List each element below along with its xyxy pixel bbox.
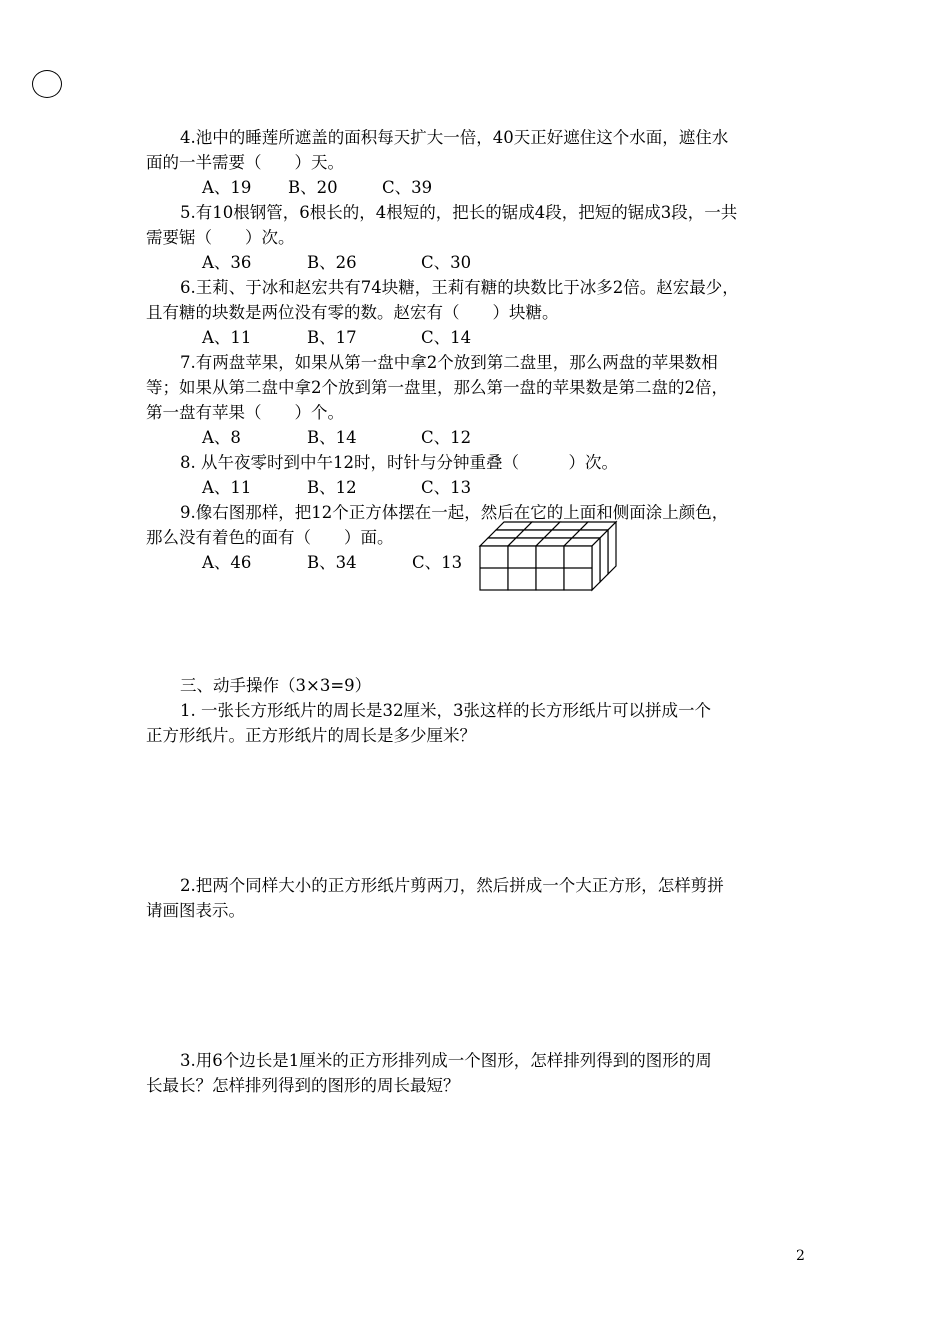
q5-line-1: 5.有10根钢管，6根长的，4根短的，把长的锯成4段，把短的锯成3段，一共 — [180, 203, 738, 222]
q4-line-1: 4.池中的睡莲所遮盖的面积每天扩大一倍，40天正好遮住这个水面，遮住水 — [180, 128, 729, 147]
q7-option-b: B、14 — [307, 428, 357, 447]
q8-option-a: A、11 — [202, 478, 252, 497]
q4-option-a: A、19 — [202, 178, 252, 197]
q7-line-1: 7.有两盘苹果，如果从第一盘中拿2个放到第二盘里，那么两盘的苹果数相 — [180, 353, 718, 372]
q9-line-1: 9.像右图那样，把12个正方体摆在一起，然后在它的上面和侧面涂上颜色， — [180, 503, 729, 522]
p2-line-2: 请画图表示。 — [146, 901, 245, 920]
q4-line-2: 面的一半需要（ ）天。 — [146, 153, 344, 172]
p3-line-1: 3.用6个边长是1厘米的正方形排列成一个图形，怎样排列得到的图形的周 — [180, 1051, 712, 1070]
p1-line-1: 1. 一张长方形纸片的周长是32厘米，3张这样的长方形纸片可以拼成一个 — [180, 701, 711, 720]
q9-option-b: B、34 — [307, 553, 357, 572]
q9-option-a: A、46 — [202, 553, 252, 572]
p3-line-2: 长最长？怎样排列得到的图形的周长最短？ — [146, 1076, 460, 1095]
q5-option-a: A、36 — [202, 253, 252, 272]
q4-option-b: B、20 — [288, 178, 338, 197]
q7-option-c: C、12 — [421, 428, 472, 447]
q6-line-1: 6.王莉、于冰和赵宏共有74块糖，王莉有糖的块数比于冰多2倍。赵宏最少， — [180, 278, 739, 297]
q6-line-2: 且有糖的块数是两位没有零的数。赵宏有（ ）块糖。 — [146, 303, 559, 322]
circle-mark — [32, 70, 62, 98]
q8-line-1: 8. 从午夜零时到中午12时，时针与分钟重叠（ ）次。 — [180, 453, 618, 472]
section3-heading: 三、动手操作（3×3=9） — [180, 676, 372, 695]
q6-option-a: A、11 — [202, 328, 252, 347]
q8-option-b: B、12 — [307, 478, 357, 497]
page-number: 2 — [796, 1248, 805, 1264]
q5-option-b: B、26 — [307, 253, 357, 272]
p2-line-1: 2.把两个同样大小的正方形纸片剪两刀，然后拼成一个大正方形，怎样剪拼 — [180, 876, 724, 895]
q5-option-c: C、30 — [421, 253, 472, 272]
q7-line-3: 第一盘有苹果（ ）个。 — [146, 403, 344, 422]
q6-option-c: C、14 — [421, 328, 472, 347]
p1-line-2: 正方形纸片。正方形纸片的周长是多少厘米？ — [146, 726, 476, 745]
q4-option-c: C、39 — [382, 178, 433, 197]
q6-option-b: B、17 — [307, 328, 357, 347]
cube-arrangement-figure — [468, 518, 638, 592]
q7-option-a: A、8 — [202, 428, 241, 447]
q5-line-2: 需要锯（ ）次。 — [146, 228, 295, 247]
q8-option-c: C、13 — [421, 478, 472, 497]
q7-line-2: 等；如果从第二盘中拿2个放到第一盘里，那么第一盘的苹果数是第二盘的2倍， — [146, 378, 728, 397]
q9-line-2: 那么没有着色的面有（ ）面。 — [146, 528, 394, 547]
q9-option-c: C、13 — [412, 553, 463, 572]
